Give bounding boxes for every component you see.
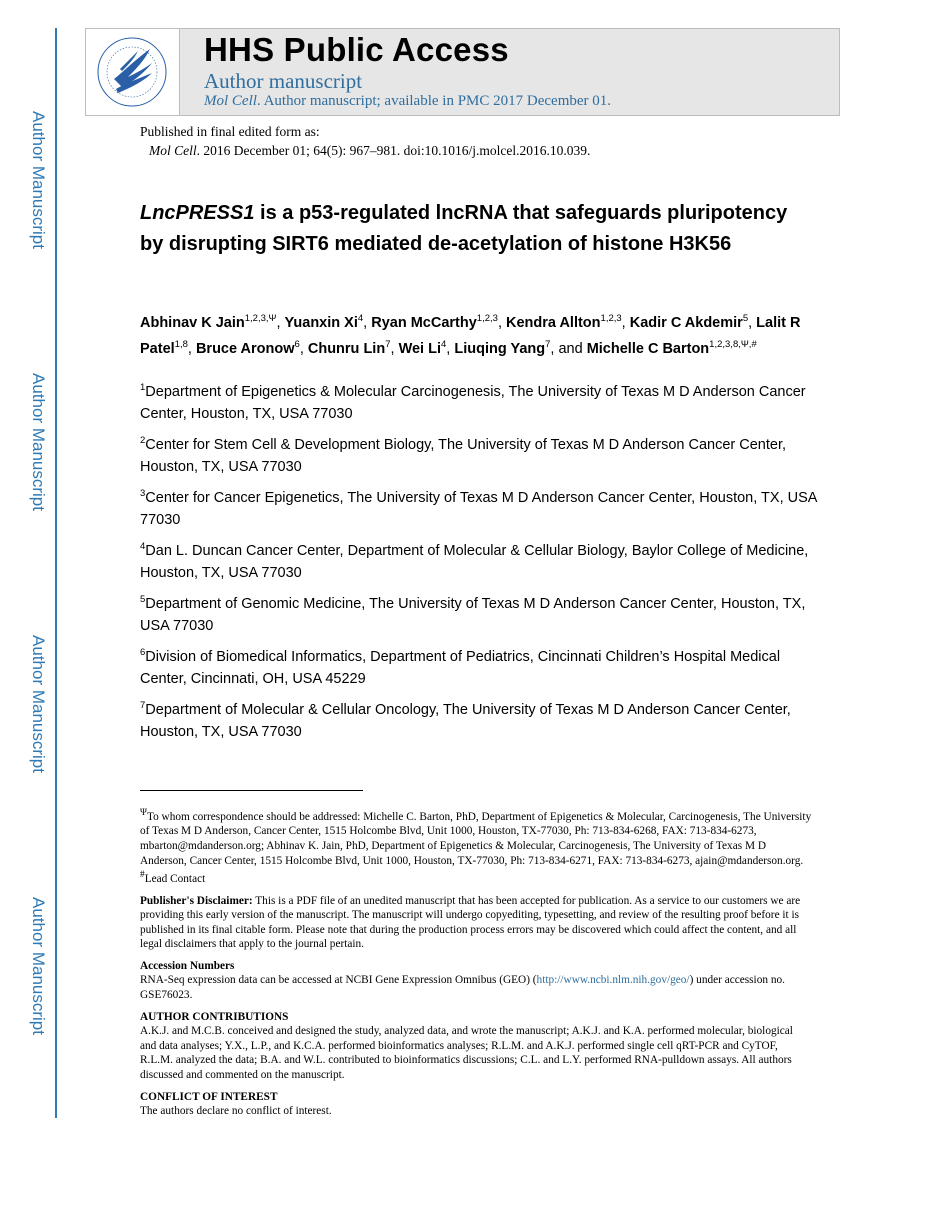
author-separator: ,	[390, 340, 399, 357]
author-affiliation-marks: 4	[357, 313, 364, 324]
affiliation-text: Dan L. Duncan Cancer Center, Department of Molecular & Cellular Biology, Baylor College of Medicine, Houston, TX, USA 77030	[140, 542, 809, 581]
affiliation	[140, 695, 820, 743]
author-separator: ,	[446, 340, 455, 357]
affiliation-number: 3	[140, 488, 146, 499]
author-name: Ryan McCarthy	[371, 314, 477, 331]
banner-journal: Mol Cell	[204, 93, 257, 109]
contributions-heading: AUTHOR CONTRIBUTIONS	[140, 1010, 289, 1023]
publisher-disclaimer: Publisher's Disclaimer: This is a PDF file of an unedited manuscript that has been accepted for publication. As a service to our customers we are providing this early version of the manuscript. The manuscript will undergo copyediting, typesetting, and review of the resulting proof before it is published in its final citable form. Please note that during the production process errors may be discovered which could affect the content, and all legal disclaimers that apply to the journal pertain.	[140, 894, 801, 951]
published-info	[140, 122, 590, 160]
author-affiliation-marks: 1,2,3,8,Ψ,#	[709, 338, 757, 350]
author-affiliation-marks: 7	[385, 338, 391, 350]
published-heading: Published in final edited form as:	[140, 124, 320, 139]
author-name: Yuanxin Xi	[284, 314, 358, 331]
affiliation-number: 2	[140, 435, 146, 446]
correspondence-note: $^\Psi$To whom correspondence should be addressed: Michelle C. Barton, PhD, Department of Epigenetics & Molecular, Carcinogenesis, The University of Texas M D Anderson, Cancer Center, 1515 Holcombe Blvd, Unit 1000, Houston, TX-77030, Ph: 713-834-6268, FAX: 713-834-6273, mbarton@mdanderson.org; Abhinav K. Jain, PhD, Department of Epigenetics & Molecular, Carcinogenesis, The University of Texas M D Anderson, Cancer Center, 1515 Holcombe Blvd, Unit 1000, Houston, TX-77030, Ph: 713-834-6271, FAX: 713-834-6273, ajain@mdanderson.org.	[140, 808, 812, 867]
affiliation-number: 7	[140, 700, 146, 711]
author-name: Kadir C Akdemir	[629, 314, 743, 331]
affiliation	[140, 536, 820, 584]
accession-heading: Accession Numbers	[140, 959, 235, 972]
author-name: Wei Li	[398, 340, 441, 357]
author-separator: ,	[276, 314, 285, 331]
author-affiliation-marks: 4	[441, 338, 447, 350]
affiliation-text: Center for Cancer Epigenetics, The University of Texas M D Anderson Cancer Center, Houston, TX, USA 77030	[140, 489, 817, 528]
hhs-logo	[86, 29, 180, 115]
title-gene: LncPRESS1	[140, 202, 255, 224]
lead-contact-note: #Lead Contact	[140, 870, 206, 885]
affiliation-number: 1	[140, 382, 146, 393]
author-name: Bruce Aronow	[195, 340, 295, 357]
footnotes	[140, 806, 812, 1119]
author-separator: ,	[621, 314, 630, 331]
affiliation-number: 4	[140, 541, 146, 552]
geo-link[interactable]: http://www.ncbi.nlm.nih.gov/geo/	[536, 974, 690, 987]
author-name: Michelle C Barton	[586, 340, 710, 357]
author-separator: ,	[299, 340, 308, 357]
banner-title: HHS Public Access	[204, 31, 509, 68]
accession-text: RNA-Seq expression data can be accessed at NCBI Gene Expression Omnibus (GEO) (http://www.ncbi.nlm.nih.gov/geo/) under accession no. GSE76023.	[140, 974, 785, 1002]
author-affiliation-marks: 7	[545, 338, 551, 350]
affiliation-number: 6	[140, 647, 146, 658]
affiliation	[140, 642, 820, 690]
author-separator: , and	[550, 340, 587, 357]
author-name: Abhinav K Jain	[140, 314, 245, 331]
author-name: Chunru Lin	[307, 340, 386, 357]
author-separator: ,	[187, 340, 196, 357]
affiliation-text: Department of Epigenetics & Molecular Carcinogenesis, The University of Texas M D Anderson Cancer Center, Houston, TX, USA 77030	[140, 383, 806, 422]
author-affiliation-marks: 6	[294, 338, 300, 350]
affiliation	[140, 589, 820, 637]
author-list	[140, 308, 810, 360]
author-separator: ,	[748, 314, 757, 331]
article-title: LncPRESS1 is a p53-regulated lncRNA that safeguards pluripotency by disrupting SIRT6 mediated de-acetylation of histone H3K56	[140, 202, 788, 255]
affiliation-text: Department of Molecular & Cellular Oncology, The University of Texas M D Anderson Cancer Center, Houston, TX, USA 77030	[140, 701, 791, 740]
affiliation	[140, 430, 820, 478]
author-affiliation-marks: 5	[742, 313, 749, 324]
affiliation-number: 5	[140, 594, 146, 605]
hhs-eagle-seal-icon	[86, 29, 179, 115]
affiliation-text: Division of Biomedical Informatics, Department of Pediatrics, Cincinnati Children’s Hospital Medical Center, Cincinnati, OH, USA 45229	[140, 648, 781, 687]
author-affiliation-marks: 1,8	[174, 338, 188, 350]
author-name: Kendra Allton	[506, 314, 601, 331]
author-affiliation-marks: 1,2,3,Ψ	[244, 313, 277, 324]
banner-subtitle: Author manuscript	[204, 69, 363, 93]
author-separator: ,	[497, 314, 506, 331]
conflict-text: The authors declare no conflict of interest.	[140, 1105, 332, 1118]
author-name: Lalit R Patel	[140, 314, 801, 357]
hhs-banner	[85, 28, 840, 116]
contributions-text: A.K.J. and M.C.B. conceived and designed the study, analyzed data, and wrote the manuscript; A.K.J. and K.A. performed molecular, biological and data analyses; Y.X., L.P., and K.C.A. performed bioinformatics analyses; R.L.M. and A.K.J. performed single cell qRT-PCR and CyTOF, R.L.M. analyzed the data; B.A. and W.L. contributed to bioinformatics discussions; C.L. and L.Y. performed RNA-pulldown assays. All authors discussed and commented on the manuscript.	[140, 1025, 793, 1082]
sidebar-rule	[55, 28, 57, 1118]
affiliation-text: Department of Genomic Medicine, The University of Texas M D Anderson Cancer Center, Houston, TX, USA 77030	[140, 595, 806, 634]
author-separator: ,	[363, 314, 372, 331]
author-affiliation-marks: 1,2,3	[476, 313, 498, 324]
footnote-divider	[140, 790, 363, 791]
conflict-heading: CONFLICT OF INTEREST	[140, 1090, 278, 1103]
banner-availability: Mol Cell. Author manuscript; available in PMC 2017 December 01.	[204, 93, 612, 109]
published-journal: Mol Cell	[149, 143, 197, 158]
affiliation	[140, 483, 820, 531]
affiliation	[140, 377, 820, 425]
published-citation: Mol Cell. 2016 December 01; 64(5): 967–981. doi:10.1016/j.molcel.2016.10.039.	[149, 143, 591, 158]
affiliation-text: Center for Stem Cell & Development Biology, The University of Texas M D Anderson Cancer Center, Houston, TX, USA 77030	[140, 436, 787, 475]
author-affiliation-marks: 1,2,3	[600, 313, 622, 324]
author-name: Liuqing Yang	[454, 340, 546, 357]
